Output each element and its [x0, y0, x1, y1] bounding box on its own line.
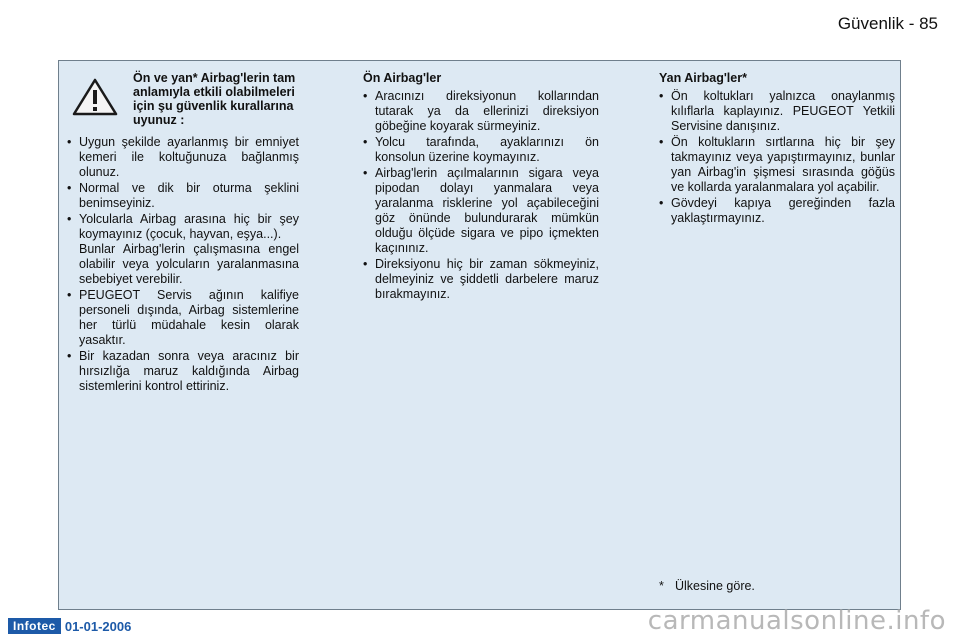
footnote [659, 579, 755, 593]
watermark: carmanualsonline.info [647, 606, 946, 636]
side-airbag-list [659, 89, 895, 226]
list-item: • Airbag'lerin açılmalarının sigara veya pipodan dolayı yanmalara veya yaralanma risklerine yol açabileceğini göz önünde bulundurarak mümkün olduğu ölçüde sigara ve pipo içmekten kaçınınız. [363, 166, 599, 256]
page-header: Güvenlik - 85 [837, 14, 938, 33]
list-item: • Direksiyonu hiç bir zaman sökmeyiniz, delmeyiniz ve şiddetli darbelere maruz bırakmayınız. [363, 257, 599, 302]
list-item: • Uygun şekilde ayarlanmış bir emniyet kemeri ile koltuğunuza bağlanmış olunuz. [67, 135, 299, 180]
list-item: • Yolcu tarafında, ayaklarınızı ön konsolun üzerine koymayınız. [363, 135, 599, 165]
column-front-airbags [363, 71, 599, 303]
list-item: • Ön koltukları yalnızca onaylanmış kılıflarla kaplayınız. PEUGEOT Yetkili Servisine danışınız. [659, 89, 895, 134]
list-item: • Normal ve dik bir oturma şeklini benimseyiniz. [67, 181, 299, 211]
list-item-text: Yolcularla Airbag arasına hiç bir şey koymayınız (çocuk, hayvan, eşya...). [79, 212, 299, 241]
warning-heading: Ön ve yan* Airbag'lerin tam anlamıyla etkili olabilmeleri için şu güvenlik kurallarına uyunuz : [133, 71, 296, 127]
list-item: • PEUGEOT Servis ağının kalifiye personeli dışında, Airbag sistemlerine her türlü müdahale kesin olarak yasaktır. [67, 288, 299, 348]
warning-block [67, 71, 299, 127]
list-item: • Aracınızı direksiyonun kollarından tutarak ya da ellerinizi direksiyon göbeğine koyarak sürmeyiniz. [363, 89, 599, 134]
list-item: • Bir kazadan sonra veya aracınız bir hırsızlığa maruz kaldığında Airbag sistemlerini kontrol ettiriniz. [67, 349, 299, 394]
footnote-marker: * [659, 579, 664, 593]
column-airbag-rules [67, 71, 299, 395]
footnote-text: Ülkesine göre. [675, 579, 755, 593]
list-item: • Gövdeyi kapıya gereğinden fazla yaklaştırmayınız. [659, 196, 895, 226]
section-heading: Yan Airbag'ler* [659, 71, 747, 85]
column-side-airbags [659, 71, 895, 227]
footer-brand [8, 618, 131, 634]
edition-date: 01-01-2006 [64, 618, 132, 634]
warning-triangle-icon [71, 77, 119, 117]
rules-list [67, 135, 299, 394]
infotec-logo: Infotec [8, 618, 61, 634]
list-item-continuation: Bunlar Airbag'lerin çalışmasına engel olabilir veya yolcuların yaralanmasına sebebiyet verebilir. [79, 242, 299, 286]
list-item [67, 212, 299, 287]
section-heading: Ön Airbag'ler [363, 71, 442, 85]
safety-info-panel [58, 60, 901, 610]
front-airbag-list [363, 89, 599, 302]
list-item: • Ön koltukların sırtlarına hiç bir şey takmayınız veya yapıştırmayınız, bunlar yan Airbag'in şişmesi sırasında göğüs ve kollarda yaralanmalara yol açabilir. [659, 135, 895, 195]
